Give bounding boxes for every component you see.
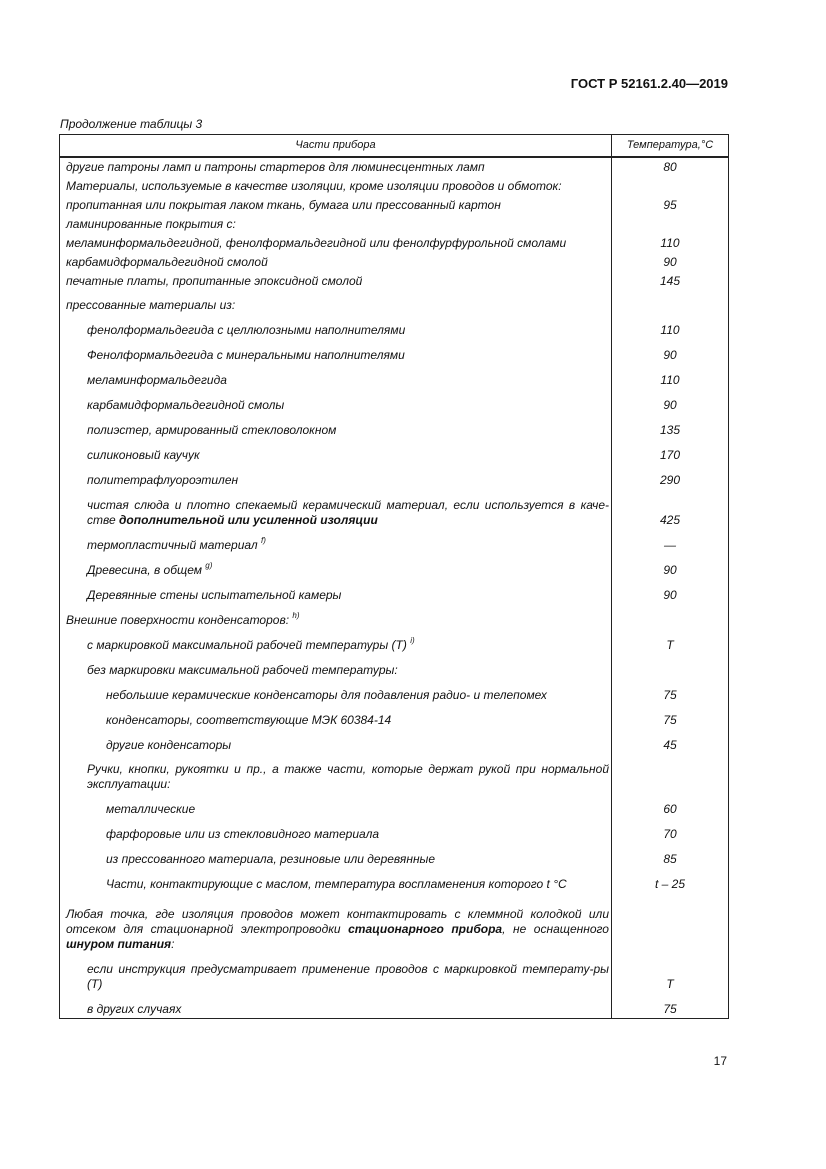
part-description: [60, 953, 612, 993]
table-row: [60, 439, 729, 464]
footnote-ref: h): [292, 611, 300, 620]
table-row: [60, 529, 729, 554]
temperature-value: 75: [612, 993, 729, 1018]
text-fragment: :: [171, 937, 175, 951]
temperature-value: [612, 214, 729, 233]
part-description: [60, 414, 612, 439]
table-row: [60, 754, 729, 793]
table-row: [60, 489, 729, 529]
part-description: [60, 679, 612, 704]
text-fragment: печатные платы, пропитанные эпоксидной смолой: [66, 274, 363, 288]
temperature-value: 90: [612, 579, 729, 604]
part-description: [60, 554, 612, 579]
part-description: [60, 339, 612, 364]
part-description: [60, 271, 612, 290]
text-fragment: Ручки, кнопки, рукоятки и пр., а также части, которые держат рукой при нормальной эксплуатации:: [87, 762, 609, 791]
temperature-value: [612, 893, 729, 953]
text-fragment: прессованные материалы из:: [66, 298, 236, 312]
part-description: [60, 176, 612, 195]
table-row: [60, 464, 729, 489]
table-row: [60, 214, 729, 233]
table-row: [60, 389, 729, 414]
text-fragment: Деревянные стены испытательной камеры: [87, 588, 342, 602]
text-fragment: Внешние поверхности конденсаторов:: [66, 613, 293, 627]
text-fragment: дополнительной или усиленной изоляции: [119, 513, 378, 527]
temperature-value: 70: [612, 818, 729, 843]
table-row: [60, 271, 729, 290]
temperature-value: 425: [612, 489, 729, 529]
part-description: [60, 252, 612, 271]
table-row: [60, 554, 729, 579]
table-row: [60, 704, 729, 729]
table-row: [60, 818, 729, 843]
footnote-ref: g): [205, 561, 213, 570]
part-description: [60, 729, 612, 754]
part-description: [60, 754, 612, 793]
table-row: [60, 868, 729, 893]
temperature-value: Т: [612, 629, 729, 654]
table-row: [60, 176, 729, 195]
text-fragment: термопластичный материал: [87, 538, 262, 552]
text-fragment: Древесина, в общем: [87, 563, 206, 577]
part-description: [60, 364, 612, 389]
table-row: [60, 629, 729, 654]
text-fragment: конденсаторы, соответствующие МЭК 60384-14: [106, 713, 392, 727]
part-description: [60, 629, 612, 654]
standard-code: ГОСТ Р 52161.2.40—2019: [570, 76, 728, 91]
text-fragment: если инструкция предусматривает применение проводов с маркировкой температу-ры (Т): [87, 962, 609, 991]
part-description: [60, 604, 612, 629]
text-fragment: из прессованного материала, резиновые или деревянные: [106, 852, 436, 866]
part-description: [60, 389, 612, 414]
part-description: [60, 214, 612, 233]
footnote-ref: i): [410, 636, 415, 645]
part-description: [60, 893, 612, 953]
table-row: [60, 579, 729, 604]
text-fragment: фарфоровые или из стекловидного материала: [106, 827, 380, 841]
table-row: [60, 314, 729, 339]
text-fragment: Части, контактирующие с маслом, температура воспламенения которого t °С: [106, 877, 567, 891]
table-row: [60, 414, 729, 439]
text-fragment: стационарного прибора: [348, 922, 503, 936]
table-row: [60, 953, 729, 993]
table-caption: Продолжение таблицы 3: [60, 117, 203, 131]
temperature-value: —: [612, 529, 729, 554]
table-row: [60, 290, 729, 314]
temperature-value: 95: [612, 195, 729, 214]
table-row: [60, 339, 729, 364]
text-fragment: в других случаях: [87, 1001, 182, 1016]
page-number: 17: [713, 1054, 727, 1068]
temperature-value: 145: [612, 271, 729, 290]
column-header-temperature: Температура,°С: [612, 135, 729, 158]
text-fragment: , не оснащенного: [502, 922, 609, 936]
temperature-value: 110: [612, 364, 729, 389]
table-row: [60, 364, 729, 389]
footnote-ref: f): [261, 536, 266, 545]
text-fragment: фенолформальдегида с целлюлозными наполнителями: [87, 323, 406, 337]
temperature-value: 90: [612, 554, 729, 579]
part-description: [60, 157, 612, 176]
temperature-value: 90: [612, 389, 729, 414]
part-description: [60, 704, 612, 729]
table-row: [60, 993, 729, 1018]
part-description: [60, 233, 612, 252]
temperature-value: 90: [612, 339, 729, 364]
part-description: [60, 818, 612, 843]
text-fragment: силиконовый каучук: [87, 448, 200, 462]
temperature-value: 170: [612, 439, 729, 464]
part-description: [60, 993, 612, 1018]
text-fragment: пропитанная или покрытая лаком ткань, бумага или прессованный картон: [66, 198, 501, 212]
temperature-value: [612, 290, 729, 314]
temperature-value: 75: [612, 679, 729, 704]
column-header-parts: Части прибора: [60, 135, 612, 158]
table-row: [60, 157, 729, 176]
temperature-value: 60: [612, 793, 729, 818]
table-row: [60, 233, 729, 252]
part-description: [60, 314, 612, 339]
part-description: [60, 654, 612, 679]
text-fragment: ламинированные покрытия с:: [66, 217, 236, 231]
text-fragment: Материалы, используемые в качестве изоляции, кроме изоляции проводов и обмоток:: [66, 179, 562, 193]
text-fragment: карбамидформальдегидной смолы: [87, 398, 285, 412]
table-row: [60, 729, 729, 754]
text-fragment: металлические: [106, 802, 196, 816]
temperature-value: 45: [612, 729, 729, 754]
table-row: [60, 195, 729, 214]
temperature-value: 110: [612, 233, 729, 252]
temperature-value: [612, 604, 729, 629]
part-description: [60, 195, 612, 214]
temperature-value: 80: [612, 157, 729, 176]
text-fragment: без маркировки максимальной рабочей температуры:: [87, 663, 398, 677]
part-description: [60, 868, 612, 893]
text-fragment: Фенолформальдегида с минеральными наполнителями: [87, 348, 405, 362]
table-row: [60, 843, 729, 868]
text-fragment: шнуром питания: [66, 937, 172, 951]
part-description: [60, 579, 612, 604]
temperature-value: 135: [612, 414, 729, 439]
temperature-value: t – 25: [612, 868, 729, 893]
text-fragment: Любая точка, где изоляция проводов может контактировать с клеммной колодкой или отсеком для стационарной электропроводки: [66, 907, 609, 936]
text-fragment: другие патроны ламп и патроны стартеров для люминесцентных ламп: [66, 160, 485, 174]
temperature-table: [59, 134, 729, 1019]
part-description: [60, 529, 612, 554]
part-description: [60, 489, 612, 529]
temperature-value: [612, 754, 729, 793]
text-fragment: небольшие керамические конденсаторы для подавления радио- и телепомех: [106, 688, 547, 702]
part-description: [60, 439, 612, 464]
text-fragment: другие конденсаторы: [106, 738, 232, 752]
temperature-value: 110: [612, 314, 729, 339]
temperature-value: 85: [612, 843, 729, 868]
table-row: [60, 893, 729, 953]
text-fragment: полиэстер, армированный стекловолокном: [87, 423, 337, 437]
text-fragment: чистая слюда и плотно спекаемый керамический материал, если используется в каче-стве: [87, 498, 609, 527]
text-fragment: политетрафлуороэтилен: [87, 473, 239, 487]
part-description: [60, 464, 612, 489]
temperature-value: 290: [612, 464, 729, 489]
table-row: [60, 654, 729, 679]
part-description: [60, 843, 612, 868]
table-row: [60, 604, 729, 629]
table-row: [60, 793, 729, 818]
temperature-value: Т: [612, 953, 729, 993]
table-row: [60, 252, 729, 271]
part-description: [60, 793, 612, 818]
table-header-row: [60, 135, 729, 158]
text-fragment: меламинформальдегидной, фенолформальдегидной или фенолфурфурольной смолами: [66, 236, 567, 250]
text-fragment: меламинформальдегида: [87, 373, 227, 387]
part-description: [60, 290, 612, 314]
temperature-value: [612, 176, 729, 195]
text-fragment: карбамидформальдегидной смолой: [66, 255, 268, 269]
temperature-value: [612, 654, 729, 679]
temperature-value: 90: [612, 252, 729, 271]
text-fragment: с маркировкой максимальной рабочей температуры (Т): [87, 638, 411, 652]
table-row: [60, 679, 729, 704]
temperature-value: 75: [612, 704, 729, 729]
